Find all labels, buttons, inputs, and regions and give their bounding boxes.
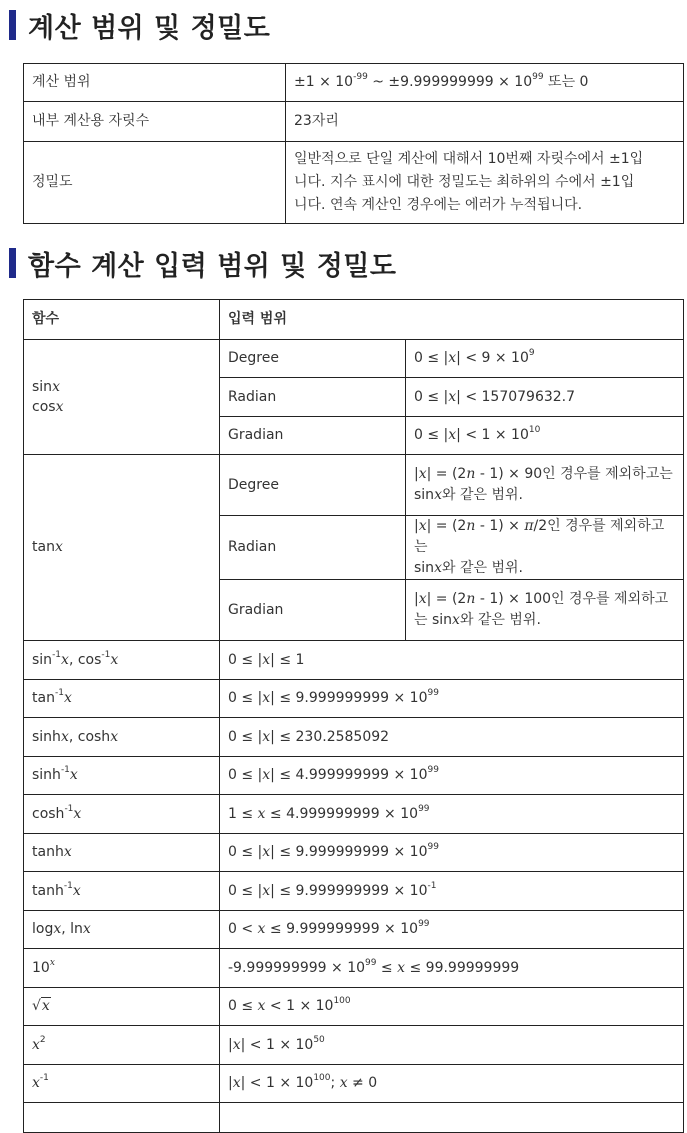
range-cell: |x| = (2n - 1) × π/2인 경우를 제외하고는 sinx와 같은 범위. xyxy=(406,516,684,580)
range-cell xyxy=(220,1103,684,1133)
function-cell xyxy=(24,1103,220,1133)
function-cell: tanhx xyxy=(24,834,220,872)
table-row xyxy=(24,340,684,378)
range-cell: $|x| < 1 \times 10^{50}$ xyxy=(220,1026,684,1065)
section-title: 함수 계산 입력 범위 및 정밀도 xyxy=(28,250,397,282)
section-heading-function-range xyxy=(9,248,397,282)
range-cell: $0 \le |x| \le 9.999999999 \times 10^{99}$ xyxy=(220,680,684,718)
row-label: 내부 계산용 자릿수 xyxy=(24,102,286,142)
mode-cell: Radian xyxy=(220,516,406,580)
table-row xyxy=(24,102,684,142)
table-row xyxy=(24,911,684,949)
mode-cell: Radian xyxy=(220,378,406,417)
range-cell: $0 \le x < 1 \times 10^{100}$ xyxy=(220,988,684,1026)
range-cell: 0 ≤ |x| < 157079632.7 xyxy=(406,378,684,417)
table-header-row xyxy=(24,300,684,340)
table-row xyxy=(24,142,684,224)
function-cell: $\tanh^{-1}x$ xyxy=(24,872,220,911)
function-cell: sinhx, coshx xyxy=(24,718,220,757)
section-heading-calc-range xyxy=(9,10,271,44)
range-cell: |x| = (2n - 1) × 90인 경우를 제외하고는 sinx와 같은 범위. xyxy=(406,455,684,516)
header-function: 함수 xyxy=(24,300,220,340)
table-row xyxy=(24,834,684,872)
table-row xyxy=(24,1026,684,1065)
heading-accent-bar xyxy=(9,248,16,278)
text-line: 니다. 연속 계산인 경우에는 에러가 누적됩니다. xyxy=(294,197,583,213)
range-cell: $1 \le x \le 4.999999999 \times 10^{99}$ xyxy=(220,795,684,834)
mode-cell: Degree xyxy=(220,340,406,378)
function-cell xyxy=(24,988,220,1026)
mode-cell: Gradian xyxy=(220,417,406,455)
function-cell: $\cosh^{-1}x$ xyxy=(24,795,220,834)
header-input-range: 입력 범위 xyxy=(220,300,684,340)
table-row xyxy=(24,718,684,757)
function-cell: logx, lnx xyxy=(24,911,220,949)
text-line: 니다. 지수 표시에 대한 정밀도는 최하위의 수에서 ±1입 xyxy=(294,174,635,190)
range-cell: $0 \le |x| \le 9.999999999 \times 10^{-1}$ xyxy=(220,872,684,911)
range-cell: 0 ≤ |x| ≤ 230.2585092 xyxy=(220,718,684,757)
row-value xyxy=(286,142,684,224)
function-cell: sinx cosx xyxy=(24,340,220,455)
table-row xyxy=(24,872,684,911)
function-cell: $x^{-1}$ xyxy=(24,1065,220,1103)
row-label: 계산 범위 xyxy=(24,64,286,102)
function-range-table xyxy=(23,299,684,1133)
range-cell: $|x| < 1 \times 10^{100}$; x ≠ 0 xyxy=(220,1065,684,1103)
row-label: 정밀도 xyxy=(24,142,286,224)
text-line: 일반적으로 단일 계산에 대해서 10번째 자릿수에서 ±1입 xyxy=(294,151,644,167)
range-cell: $0 \le |x| \le 9.999999999 \times 10^{99}$ xyxy=(220,834,684,872)
function-cell: $x^2$ xyxy=(24,1026,220,1065)
range-cell: $0 < x \le 9.999999999 \times 10^{99}$ xyxy=(220,911,684,949)
table-row xyxy=(24,949,684,988)
row-value: 23자리 xyxy=(286,102,684,142)
mode-cell: Degree xyxy=(220,455,406,516)
table-row xyxy=(24,64,684,102)
range-cell: $0 \le |x| < 9 \times 10^9$ xyxy=(406,340,684,378)
range-cell: 0 ≤ |x| ≤ 1 xyxy=(220,641,684,680)
row-value: $\pm 1 \times 10^{-99}$ ~ $\pm 9.999999999 \times 10^{99}$ 또는 0 xyxy=(286,64,684,102)
section-title: 계산 범위 및 정밀도 xyxy=(28,12,271,44)
table-row xyxy=(24,988,684,1026)
function-cell: $\sinh^{-1}x$ xyxy=(24,757,220,795)
function-cell: tanx xyxy=(24,455,220,641)
range-cell: $-9.999999999 \times 10^{99} \le x \le 99.99999999$ xyxy=(220,949,684,988)
range-cell: $0 \le |x| \le 4.999999999 \times 10^{99}$ xyxy=(220,757,684,795)
table-row xyxy=(24,680,684,718)
function-cell: 10$^x$ xyxy=(24,949,220,988)
table-row xyxy=(24,1065,684,1103)
heading-accent-bar xyxy=(9,10,16,40)
range-cell: |x| = (2n - 1) × 100인 경우를 제외하고 는 sinx와 같은 범위. xyxy=(406,580,684,641)
function-cell: $\tan^{-1}x$ xyxy=(24,680,220,718)
sqrt-symbol: √x xyxy=(32,998,50,1014)
range-cell: $0 \le |x| < 1 \times 10^{10}$ xyxy=(406,417,684,455)
table-row xyxy=(24,757,684,795)
table-row xyxy=(24,455,684,516)
table-row xyxy=(24,641,684,680)
calc-range-table xyxy=(23,63,684,224)
mode-cell: Gradian xyxy=(220,580,406,641)
table-row xyxy=(24,1103,684,1133)
table-row xyxy=(24,795,684,834)
function-cell: $\sin^{-1}x$, $\cos^{-1}x$ xyxy=(24,641,220,680)
